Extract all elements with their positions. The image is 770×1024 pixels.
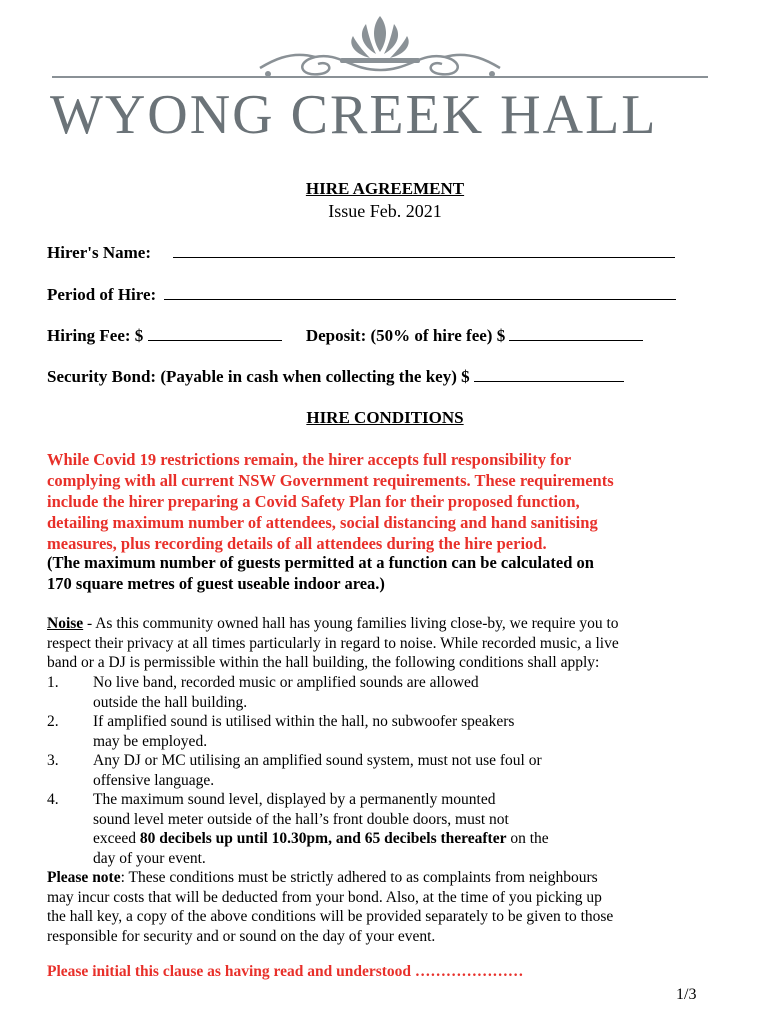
please-note-line: may incur costs that will be deducted from your bond. Also, at the time of you picking up [47, 888, 602, 906]
please-note-line: the hall key, a copy of the above conditions will be provided separately to be given to those [47, 908, 614, 925]
covid-line: complying with all current NSW Government requirements. These requirements [47, 471, 614, 490]
item-number: 4. [47, 791, 59, 808]
item-number: 3. [47, 752, 59, 769]
covid-line: detailing maximum number of attendees, social distancing and hand sanitising [47, 513, 598, 532]
item-line: day of your event. [93, 849, 206, 867]
please-note-line: : These conditions must be strictly adhered to as complaints from neighbours [120, 869, 598, 886]
item-line: may be employed. [93, 732, 208, 750]
hirer-name-label: Hirer's Name: [47, 243, 152, 262]
item-line: The maximum sound level, displayed by a permanently mounted [93, 791, 496, 808]
covid-line: While Covid 19 restrictions remain, the hirer accepts full responsibility for [47, 450, 572, 469]
item-line: No live band, recorded music or amplified sounds are allowed [93, 674, 479, 691]
bond-label: Security Bond: (Payable in cash when collecting the key) $ [47, 367, 470, 386]
item-line: If amplified sound is utilised within the hall, no subwoofer speakers [93, 713, 515, 730]
item-line-text: on the [506, 830, 549, 847]
guest-capacity-note [47, 552, 727, 594]
item-number: 2. [47, 713, 59, 730]
hirer-name-blank[interactable] [173, 243, 675, 258]
bond-blank[interactable] [474, 367, 624, 382]
period-blank[interactable] [164, 285, 676, 300]
guest-note-line: (The maximum number of guests permitted at a function can be calculated on [47, 553, 594, 572]
item-line: sound level meter outside of the hall’s front double doors, must not [93, 810, 509, 828]
covid-line: measures, plus recording details of all attendees during the hire period. [47, 534, 547, 553]
noise-intro-line: band or a DJ is permissible within the hall building, the following conditions shall apply: [47, 654, 600, 671]
period-label: Period of Hire: [47, 285, 157, 304]
covid-line: include the hirer preparing a Covid Safety Plan for their proposed function, [47, 492, 580, 511]
please-note-label: Please note [47, 869, 121, 886]
period-field[interactable] [47, 285, 676, 305]
noise-intro-line: respect their privacy at all times particularly in regard to noise. While recorded music, a live [47, 634, 619, 652]
please-note-paragraph [47, 868, 727, 946]
deposit-label: Deposit: (50% of hire fee) $ [305, 326, 506, 345]
item-line: offensive language. [93, 771, 215, 789]
deposit-blank[interactable] [509, 326, 643, 341]
item-line-text: exceed [93, 830, 140, 847]
noise-intro [47, 614, 727, 673]
decibel-limits: 80 decibels up until 10.30pm, and 65 decibels thereafter [139, 830, 507, 847]
item-line: Any DJ or MC utilising an amplified sound system, must not use foul or [93, 752, 542, 769]
conditions-heading: HIRE CONDITIONS [306, 408, 464, 427]
item-line: outside the hall building. [93, 693, 248, 711]
bond-field[interactable] [47, 367, 624, 387]
issue-date: Issue Feb. 2021 [328, 201, 442, 221]
hall-name-logo: WYONG CREEK HALL [50, 84, 658, 146]
page-number: 1/3 [676, 986, 697, 1003]
hirer-name-field[interactable] [47, 243, 675, 263]
fee-label: Hiring Fee: $ [47, 326, 144, 345]
covid-clause [47, 449, 727, 554]
item-number: 1. [47, 674, 59, 691]
please-note-line: responsible for security and or sound on the day of your event. [47, 927, 436, 945]
fee-blank[interactable] [148, 326, 282, 341]
noise-intro-line: - As this community owned hall has young families living close-by, we require you to [83, 615, 619, 632]
fee-field[interactable] [47, 326, 643, 346]
guest-note-line: 170 square metres of guest useable indoor area.) [47, 574, 385, 593]
initial-clause[interactable]: Please initial this clause as having read and understood ………………… [47, 963, 524, 980]
noise-label: Noise [47, 615, 84, 632]
document-title: HIRE AGREEMENT [305, 179, 465, 198]
